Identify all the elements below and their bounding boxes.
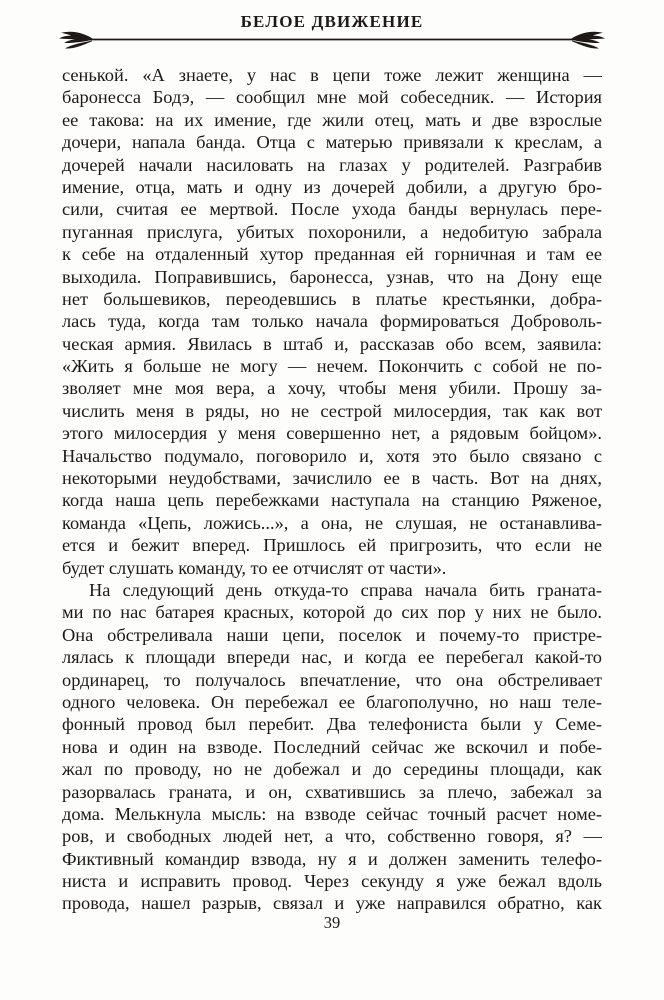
- text-line: имение, отца, мать и одну из дочерей добили, а другую бро-: [62, 176, 602, 197]
- text-line: команда «Цепь, ложись...», а она, не слушая, не останавлива-: [62, 512, 602, 533]
- text-line: ординарец, то получалось впечатление, что она обстреливает: [62, 669, 602, 690]
- text-line: выходила. Поправившись, баронесса, узнав, что на Дону еще: [62, 266, 602, 287]
- text-line: этого милосердия у меня совершенно нет, а рядовым бойцом».: [62, 423, 602, 444]
- text-line: ее такова: на их имение, где жили отец, мать и две взрослые: [62, 109, 602, 130]
- text-line: некоторыми неудобствами, зачислило ее в часть. Вот на днях,: [62, 468, 602, 489]
- text-line: ется и бежит вперед. Пришлось ей пригрозить, что если не: [62, 535, 602, 556]
- text-line: «Жить я больше не могу — нечем. Покончить с собой не по-: [62, 356, 602, 377]
- text-line: разорвалась граната, и он, схватившись за плечо, забежал за: [62, 781, 602, 802]
- text-line: лась туда, когда там только начала формироваться Доброволь-: [62, 311, 602, 332]
- text-line: пуганная прислуга, убитых похоронили, а недобитую забрала: [62, 221, 602, 242]
- running-title: БЕЛОЕ ДВИЖЕНИЕ: [240, 12, 424, 31]
- text-line: дочери, напала банда. Отца с матерью привязали к креслам, а: [62, 132, 602, 153]
- text-line: провода, нашел разрыв, связал и уже направился обратно, как: [62, 893, 602, 914]
- text-line: жал по проводу, но не добежал и до середины площади, как: [62, 759, 602, 780]
- page-body: [62, 64, 602, 915]
- text-line: нова и один на взводе. Последний сейчас же вскочил и побе-: [62, 736, 602, 757]
- text-line: числить меня в ряды, но не сестрой милосердия, так как вот: [62, 400, 602, 421]
- text-line: баронесса Бодэ, — сообщил мне мой собеседник. — История: [62, 87, 602, 108]
- text-line: ниста и исправить провод. Через секунду я уже бежал вдоль: [62, 871, 602, 892]
- text-line: лялась к площади впереди нас, и когда ее перебегал какой-то: [62, 647, 602, 668]
- text-line: зволяет мне моя вера, а хочу, чтобы меня убили. Прошу за-: [62, 378, 602, 399]
- flourish-right-icon: [570, 32, 605, 49]
- text-line: ческая армия. Явилась в штаб и, рассказав обо всем, заявила:: [62, 333, 602, 354]
- text-line: сенькой. «А знаете, у нас в цепи тоже лежит женщина —: [62, 65, 602, 85]
- page-number: 39: [323, 913, 341, 932]
- text-line: На следующий день откуда-то справа начала бить граната-: [89, 579, 602, 600]
- text-line: фонный провод был перебит. Два телефониста были у Семе-: [62, 714, 602, 735]
- text-line: дома. Мелькнула мысль: на взводе сейчас точный расчет номе-: [62, 803, 602, 824]
- text-line: ми по нас батарея красных, которой до сих пор у них не было.: [62, 602, 602, 623]
- text-line: Начальство подумало, поговорило и, хотя это было связано с: [62, 445, 602, 466]
- text-line: ров, и свободных людей нет, а что, собственно говоря, я? —: [62, 826, 602, 847]
- text-line: Фиктивный командир взвода, ну я и должен заменить телефо-: [62, 848, 602, 869]
- text-line: к себе на отдаленный хутор преданная ей горничная и там ее: [62, 244, 602, 265]
- text-line: когда наша цепь перебежками наступала на станцию Ряженое,: [62, 490, 602, 511]
- text-line: сили, считая ее мертвой. После ухода банды вернулась пере-: [62, 199, 602, 220]
- text-line: Она обстреливала наши цепи, поселок и почему-то пристре-: [62, 624, 602, 645]
- text-line: одного человека. Он перебежал ее благополучно, но наш теле-: [62, 691, 602, 712]
- ornament-rule: [58, 28, 606, 50]
- text-line: дочерей начали насиловать на глазах у родителей. Разграбив: [62, 154, 602, 175]
- text-line: нет большевиков, переодевшись в платье крестьянки, добра-: [62, 288, 602, 309]
- text-line: будет слушать команду, то ее отчислят от части».: [62, 557, 447, 578]
